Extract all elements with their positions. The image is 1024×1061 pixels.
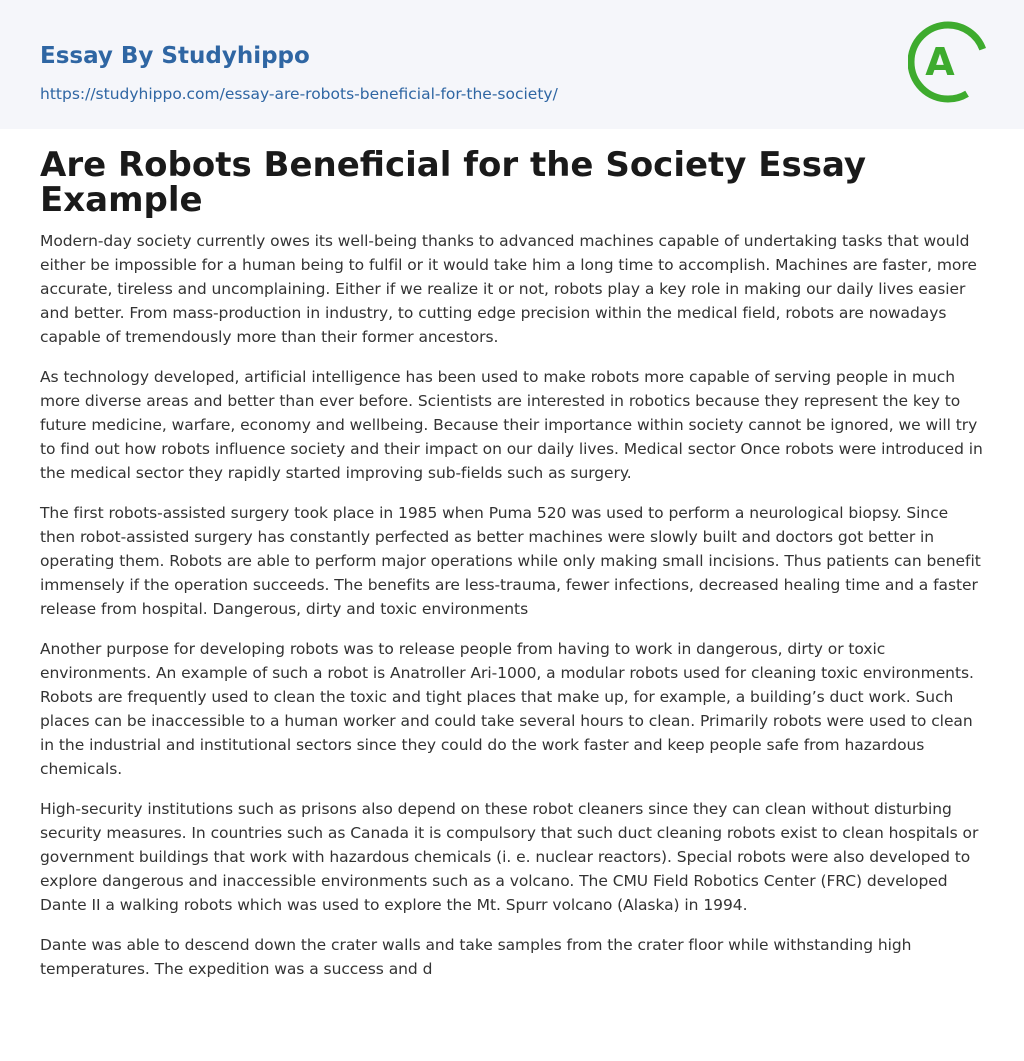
- studyhippo-logo-icon[interactable]: [908, 18, 988, 106]
- essay-paragraph: Modern-day society currently owes its well-being thanks to advanced machines capable of undertaking tasks that would either be impossible for a human being to fulfil or it would take him a long time to accomplish. Machines are faster, more accurate, tireless and uncomplaining. Either if we realize it or not, robots play a key role in making our daily lives easier and better. From mass-production in industry, to cutting edge precision within the medical field, robots are nowadays capable of tremendously more than their former ancestors.: [40, 232, 977, 346]
- site-brand-title[interactable]: Essay By Studyhippo: [40, 43, 310, 69]
- essay-article: [40, 145, 986, 997]
- essay-url-link[interactable]: https://studyhippo.com/essay-are-robots-beneficial-for-the-society/: [40, 85, 558, 103]
- essay-paragraph: High-security institutions such as prisons also depend on these robot cleaners since they can clean without disturbing security measures. In countries such as Canada it is compulsory that such duct cleaning robots exist to clean hospitals or government buildings that work with hazardous chemicals (i. e. nuclear reactors). Special robots were also developed to explore dangerous and inaccessible environments such as a volcano. The CMU Field Robotics Center (FRC) developed Dante II a walking robots which was used to explore the Mt. Spurr volcano (Alaska) in 1994.: [40, 800, 979, 914]
- site-header: [0, 0, 1024, 129]
- essay-body: [40, 229, 986, 981]
- essay-title: Are Robots Beneficial for the Society Essay Example: [40, 145, 867, 220]
- logo-letter: A: [925, 40, 955, 84]
- essay-paragraph: The first robots-assisted surgery took place in 1985 when Puma 520 was used to perform a neurological biopsy. Since then robot-assisted surgery has constantly perfected as better machines were slowly built and doctors got better in operating them. Robots are able to perform major operations while only making small incisions. Thus patients can benefit immensely if the operation succeeds. The benefits are less-trauma, fewer infections, decreased healing time and a faster release from hospital. Dangerous, dirty and toxic environments: [40, 504, 981, 618]
- essay-paragraph: As technology developed, artificial intelligence has been used to make robots more capable of serving people in much more diverse areas and better than ever before. Scientists are interested in robotics because they represent the key to future medicine, warfare, economy and wellbeing. Because their importance within society cannot be ignored, we will try to find out how robots influence society and their impact on our daily lives. Medical sector Once robots were introduced in the medical sector they rapidly started improving sub-fields such as surgery.: [40, 368, 983, 482]
- essay-paragraph: Dante was able to descend down the crater walls and take samples from the crater floor while withstanding high temperatures. The expedition was a success and d: [40, 936, 912, 978]
- essay-paragraph: Another purpose for developing robots was to release people from having to work in dangerous, dirty or toxic environments. An example of such a robot is Anatroller Ari-1000, a modular robots used for cleaning toxic environments. Robots are frequently used to clean the toxic and tight places that make up, for example, a building’s duct work. Such places can be inaccessible to a human worker and could take several hours to clean. Primarily robots were used to clean in the industrial and institutional sectors since they could do the work faster and keep people safe from hazardous chemicals.: [40, 640, 974, 778]
